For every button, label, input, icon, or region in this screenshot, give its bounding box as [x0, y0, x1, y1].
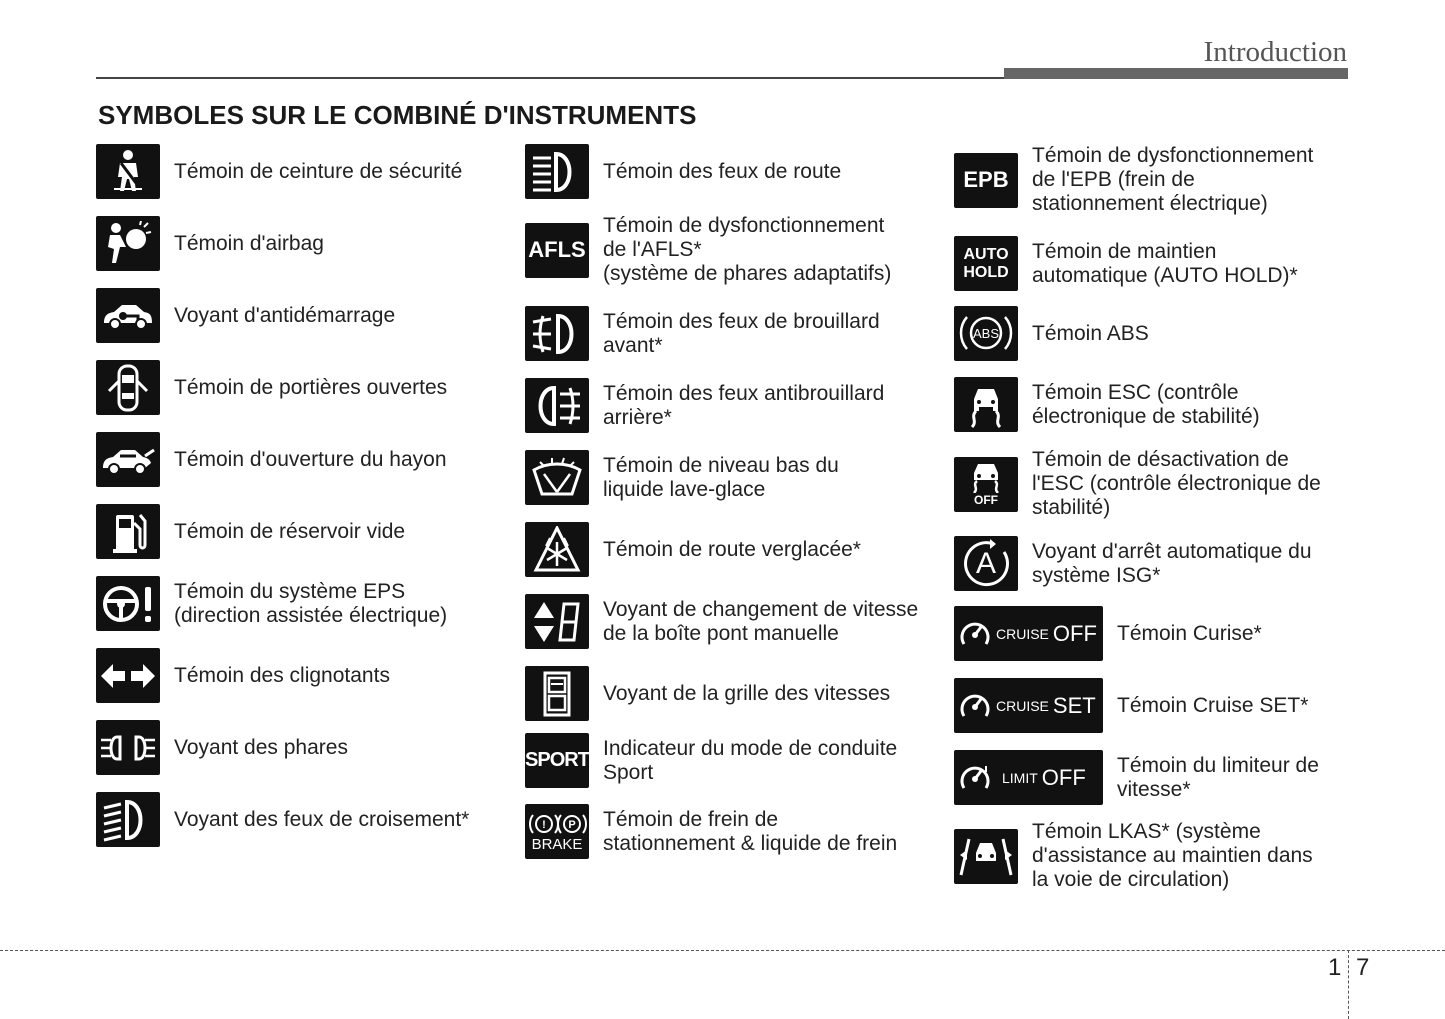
- icon-text: AFLS: [528, 237, 586, 262]
- svg-text:!: !: [542, 818, 546, 831]
- section-title: Introduction: [1203, 36, 1347, 68]
- item-label: Indicateur du mode de conduite Sport: [603, 736, 898, 784]
- item-label: Témoin de dysfonctionnement de l'AFLS* (système de phares adaptatifs): [603, 214, 892, 285]
- epb-icon: [954, 153, 1018, 208]
- cruise-off-icon: [954, 606, 1103, 661]
- afls-icon: [525, 223, 589, 278]
- rear-fog-icon: [525, 378, 589, 433]
- airbag-icon: [96, 216, 160, 271]
- item-label: Témoin du système EPS (direction assistée électrique): [174, 579, 448, 627]
- list-item: [954, 448, 1321, 520]
- item-label: Témoin de frein de stationnement & liquide de frein: [603, 807, 898, 855]
- item-label: Témoin de dysfonctionnement de l'EPB (frein de stationnement électrique): [1032, 144, 1314, 215]
- washer-fluid-icon: [525, 450, 589, 505]
- list-item: [525, 666, 890, 721]
- list-item: [96, 720, 348, 775]
- esc-off-icon: [954, 457, 1018, 512]
- icon-text-line2: HOLD: [963, 263, 1009, 281]
- low-beam-icon: [96, 792, 160, 847]
- item-label: Témoin des feux de route: [603, 159, 842, 183]
- seatbelt-icon: [96, 144, 160, 199]
- item-label: Témoin des feux antibrouillard arrière*: [603, 381, 885, 429]
- chapter-number: 1: [1328, 954, 1342, 981]
- list-item: [96, 504, 405, 559]
- item-label: Témoin ESC (contrôle électronique de stabilité): [1032, 380, 1260, 428]
- item-label: Voyant d'antidémarrage: [174, 303, 396, 327]
- item-label: Voyant de la grille des vitesses: [603, 681, 891, 705]
- item-label: Témoin Curise*: [1117, 621, 1262, 645]
- icon-text: BRAKE: [531, 835, 583, 853]
- list-item: [525, 522, 861, 577]
- item-label: Témoin d'airbag: [174, 231, 324, 255]
- door-open-icon: [96, 360, 160, 415]
- list-item: [954, 820, 1313, 892]
- esc-icon: [954, 377, 1018, 432]
- item-label: Témoin Cruise SET*: [1117, 693, 1309, 717]
- footer-divider: [0, 950, 1445, 951]
- sport-mode-icon: [525, 733, 589, 788]
- item-label: Voyant des feux de croisement*: [174, 807, 470, 831]
- list-item: [96, 216, 324, 271]
- icon-text-cruise: CRUISE: [996, 625, 1049, 642]
- list-item: [96, 360, 447, 415]
- list-item: [954, 306, 1149, 361]
- list-item: [96, 792, 469, 847]
- icon-text-state: OFF: [1041, 764, 1086, 790]
- item-label: Voyant des phares: [174, 735, 348, 759]
- item-label: Témoin du limiteur de vitesse*: [1117, 753, 1319, 801]
- brake-icon: [525, 804, 589, 859]
- list-item: [525, 306, 880, 361]
- list-item: [954, 750, 1319, 805]
- fuel-pump-icon: [96, 504, 160, 559]
- item-label: Témoin de route verglacée*: [603, 537, 861, 561]
- icon-text: ABS: [972, 326, 999, 341]
- list-item: [525, 450, 839, 505]
- item-label: Témoin de portières ouvertes: [174, 375, 448, 399]
- list-item: [96, 648, 390, 703]
- item-label: Témoin de réservoir vide: [174, 519, 406, 543]
- item-label: Témoin LKAS* (système d'assistance au maintien dans la voie de circulation): [1032, 820, 1313, 891]
- list-item: [525, 594, 918, 649]
- item-label: Voyant d'arrêt automatique du système ISG*: [1032, 539, 1312, 587]
- list-item: [96, 576, 447, 631]
- page-number-divider: [1348, 950, 1349, 1019]
- list-item: [954, 236, 1298, 291]
- icon-text: SPORT: [525, 749, 589, 771]
- list-item: [96, 288, 395, 343]
- icon-text: EPB: [963, 167, 1009, 192]
- icon-text: A: [975, 546, 996, 580]
- list-item: [525, 804, 897, 859]
- svg-text:P: P: [568, 818, 576, 831]
- list-item: [954, 377, 1260, 432]
- high-beam-icon: [525, 144, 589, 199]
- header-rule-accent: [1004, 68, 1348, 79]
- cruise-set-icon: [954, 678, 1103, 733]
- item-label: Témoin de ceinture de sécurité: [174, 159, 463, 183]
- list-item: [954, 536, 1312, 591]
- icon-text: OFF: [974, 493, 998, 507]
- isg-auto-stop-icon: [954, 536, 1018, 591]
- auto-hold-icon: [954, 236, 1018, 291]
- item-label: Témoin des feux de brouillard avant*: [603, 309, 880, 357]
- page-number: 7: [1356, 954, 1370, 981]
- item-label: Témoin de maintien automatique (AUTO HOLD)*: [1032, 239, 1298, 287]
- list-item: [954, 678, 1308, 733]
- list-item: [954, 144, 1313, 216]
- item-label: Témoin d'ouverture du hayon: [174, 447, 447, 471]
- headlamp-icon: [96, 720, 160, 775]
- immobilizer-icon: [96, 288, 160, 343]
- page-title: SYMBOLES SUR LE COMBINÉ D'INSTRUMENTS: [98, 100, 697, 130]
- list-item: [954, 606, 1262, 661]
- icon-text-cruise: CRUISE: [996, 697, 1049, 714]
- header-rule: [96, 77, 1006, 79]
- icy-road-icon: [525, 522, 589, 577]
- item-label: Témoin de niveau bas du liquide lave-glace: [603, 453, 839, 501]
- lkas-icon: [954, 829, 1018, 884]
- icon-text-state: SET: [1052, 692, 1096, 718]
- icon-text-line1: AUTO: [963, 245, 1009, 263]
- list-item: [96, 432, 447, 487]
- gear-grid-icon: [525, 666, 589, 721]
- front-fog-icon: [525, 306, 589, 361]
- list-item: [525, 378, 884, 433]
- limit-off-icon: [954, 750, 1103, 805]
- item-label: Voyant de changement de vitesse de la boîte pont manuelle: [603, 597, 919, 645]
- icon-text-state: OFF: [1052, 620, 1097, 646]
- list-item: [525, 144, 841, 199]
- item-label: Témoin ABS: [1032, 321, 1149, 345]
- turn-signal-icon: [96, 648, 160, 703]
- item-label: Témoin des clignotants: [174, 663, 390, 687]
- list-item: [525, 214, 891, 286]
- gear-shift-icon: [525, 594, 589, 649]
- abs-icon: [954, 306, 1018, 361]
- list-item: [525, 733, 897, 788]
- item-label: Témoin de désactivation de l'ESC (contrôle électronique de stabilité): [1032, 448, 1321, 519]
- tailgate-open-icon: [96, 432, 160, 487]
- list-item: [96, 144, 462, 199]
- eps-steering-icon: [96, 576, 160, 631]
- icon-text-limit: LIMIT: [1002, 769, 1038, 786]
